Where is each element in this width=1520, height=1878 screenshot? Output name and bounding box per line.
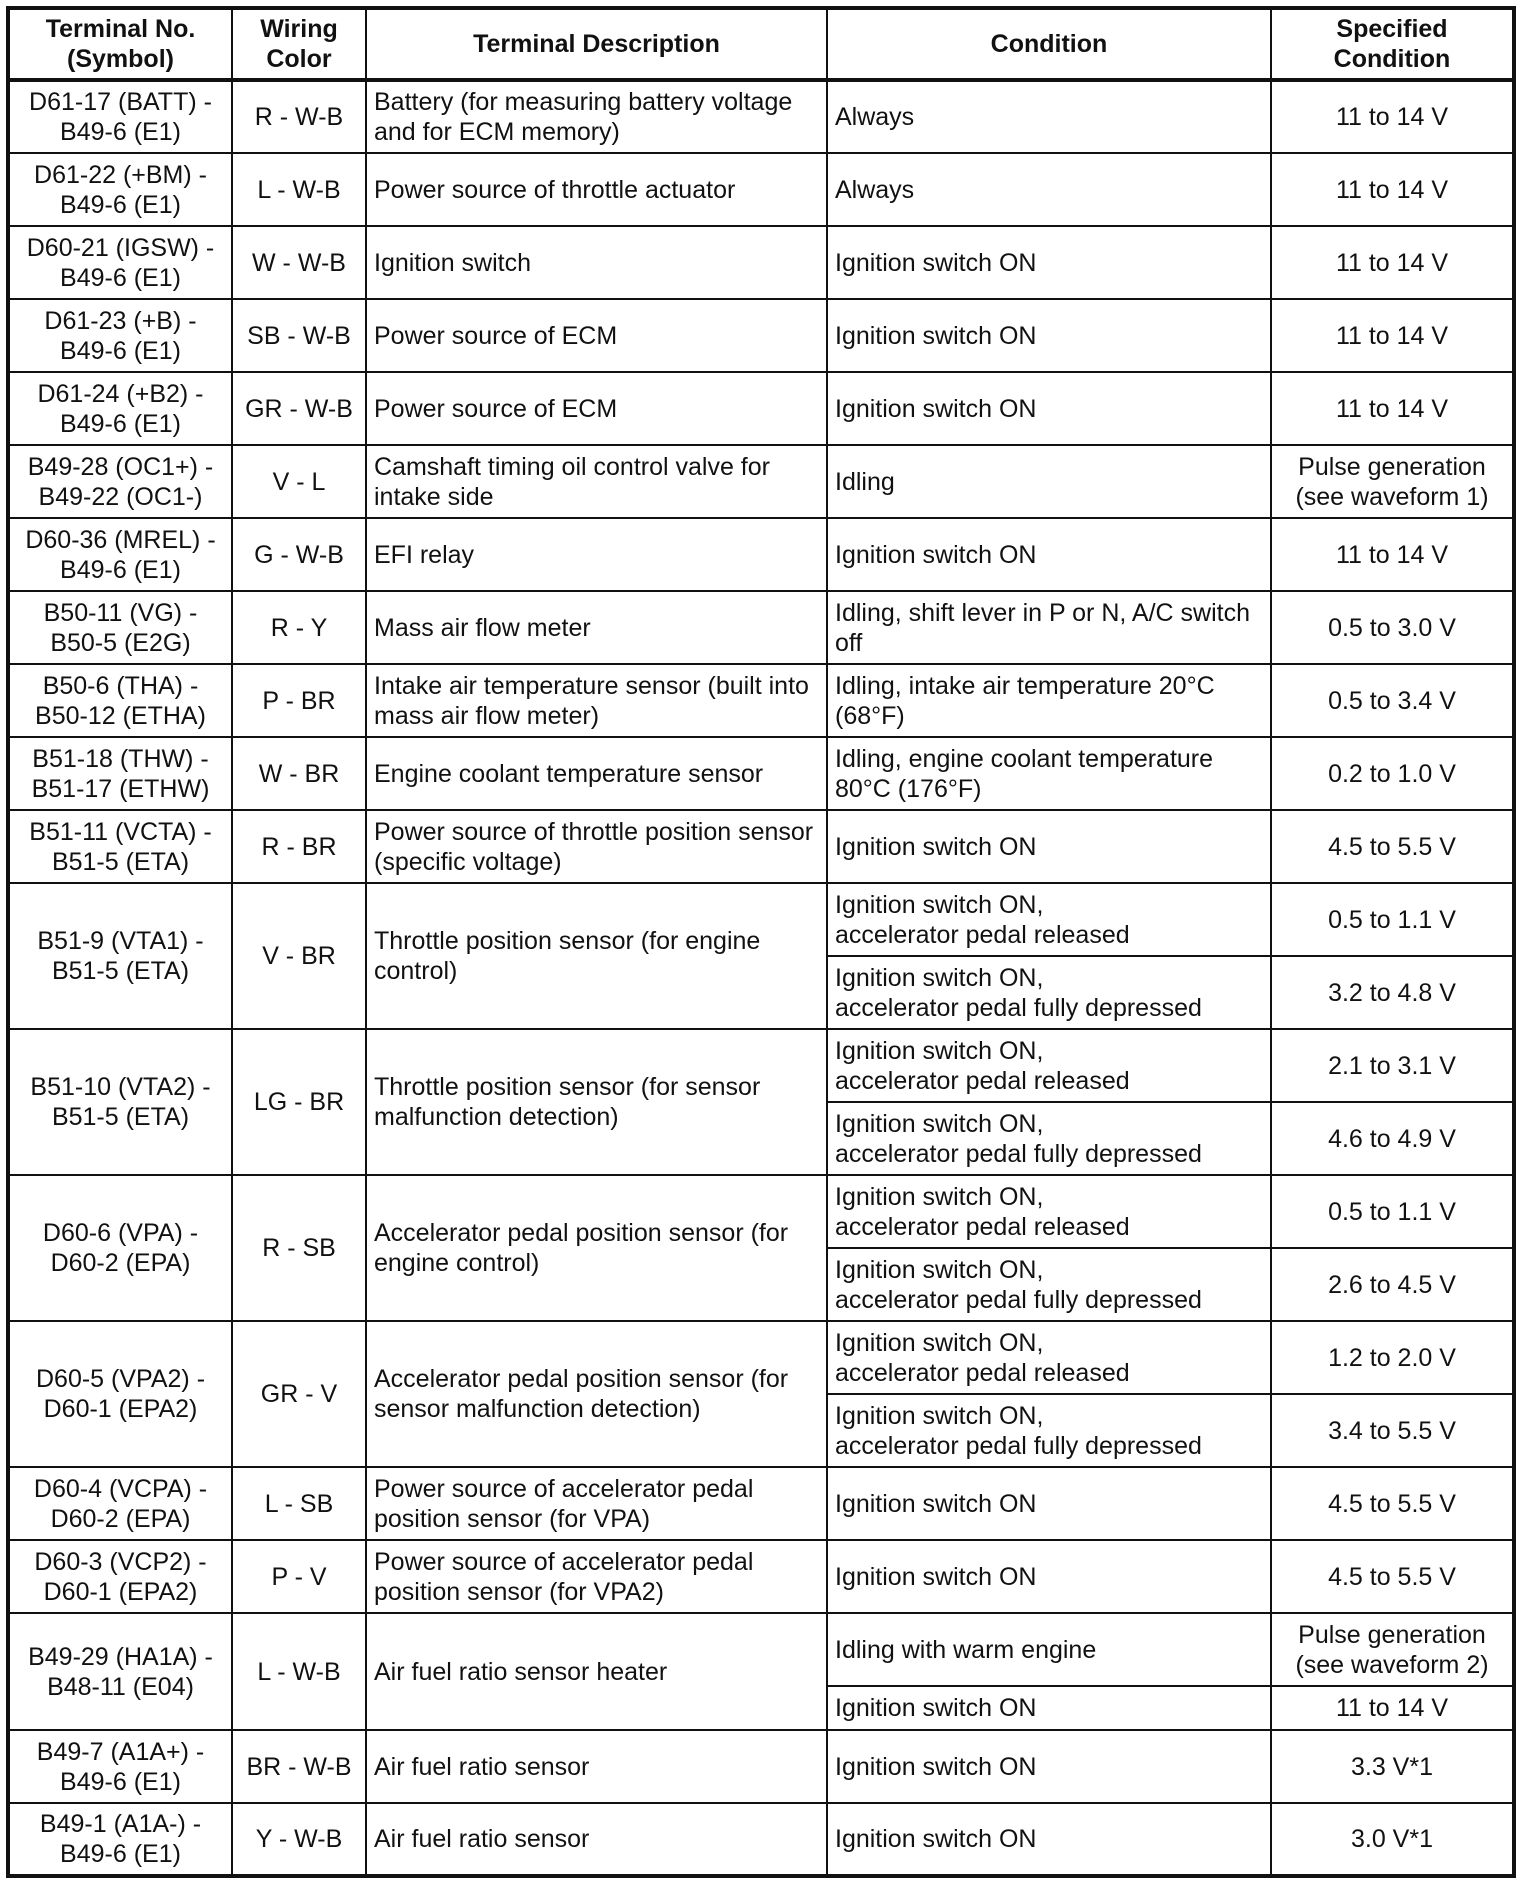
specified-condition-cell: 11 to 14 V [1271, 1686, 1514, 1730]
table-body [8, 80, 1514, 1876]
condition-cell: Ignition switch ON, accelerator pedal released [827, 1175, 1271, 1248]
wiring-color-cell: P - BR [232, 664, 366, 737]
terminal-description-cell: Intake air temperature sensor (built into mass air flow meter) [366, 664, 827, 737]
condition-cell: Ignition switch ON [827, 372, 1271, 445]
specified-condition-cell: 2.6 to 4.5 V [1271, 1248, 1514, 1321]
specified-condition-cell: 11 to 14 V [1271, 153, 1514, 226]
terminal-spec-table [6, 6, 1516, 1878]
specified-condition-cell: 11 to 14 V [1271, 80, 1514, 153]
specified-condition-cell: 11 to 14 V [1271, 372, 1514, 445]
condition-cell: Ignition switch ON [827, 226, 1271, 299]
specified-condition-cell: Pulse generation (see waveform 1) [1271, 445, 1514, 518]
condition-cell: Ignition switch ON [827, 1467, 1271, 1540]
terminal-cell: B51-10 (VTA2) - B51-5 (ETA) [8, 1029, 232, 1175]
terminal-cell: B51-9 (VTA1) - B51-5 (ETA) [8, 883, 232, 1029]
table-row [8, 737, 1514, 810]
wiring-color-cell: L - W-B [232, 1613, 366, 1730]
specified-condition-cell: 11 to 14 V [1271, 518, 1514, 591]
header-row [8, 8, 1514, 80]
terminal-cell: D60-3 (VCP2) - D60-1 (EPA2) [8, 1540, 232, 1613]
condition-cell: Ignition switch ON, accelerator pedal fully depressed [827, 1248, 1271, 1321]
terminal-description-cell: Battery (for measuring battery voltage and for ECM memory) [366, 80, 827, 153]
condition-cell: Ignition switch ON [827, 1540, 1271, 1613]
terminal-description-cell: Camshaft timing oil control valve for intake side [366, 445, 827, 518]
wiring-color-cell: L - SB [232, 1467, 366, 1540]
terminal-description-cell: Power source of throttle position sensor (specific voltage) [366, 810, 827, 883]
terminal-description-cell: Accelerator pedal position sensor (for engine control) [366, 1175, 827, 1321]
terminal-description-cell: Power source of accelerator pedal position sensor (for VPA) [366, 1467, 827, 1540]
terminal-description-cell: Air fuel ratio sensor [366, 1730, 827, 1803]
terminal-cell: D60-36 (MREL) - B49-6 (E1) [8, 518, 232, 591]
terminal-description-cell: Throttle position sensor (for sensor malfunction detection) [366, 1029, 827, 1175]
terminal-cell: D60-4 (VCPA) - D60-2 (EPA) [8, 1467, 232, 1540]
terminal-cell: D60-21 (IGSW) - B49-6 (E1) [8, 226, 232, 299]
wiring-color-cell: W - BR [232, 737, 366, 810]
table-row [8, 1467, 1514, 1540]
header-terminal: Terminal No. (Symbol) [8, 8, 232, 80]
terminal-description-cell: Engine coolant temperature sensor [366, 737, 827, 810]
header-condition: Condition [827, 8, 1271, 80]
terminal-description-cell: Power source of ECM [366, 299, 827, 372]
wiring-color-cell: L - W-B [232, 153, 366, 226]
wiring-color-cell: R - W-B [232, 80, 366, 153]
condition-cell: Ignition switch ON [827, 810, 1271, 883]
condition-cell: Always [827, 80, 1271, 153]
wiring-color-cell: W - W-B [232, 226, 366, 299]
specified-condition-cell: 0.5 to 1.1 V [1271, 1175, 1514, 1248]
wiring-color-cell: V - BR [232, 883, 366, 1029]
wiring-color-cell: GR - V [232, 1321, 366, 1467]
condition-cell: Ignition switch ON, accelerator pedal released [827, 883, 1271, 956]
table-row [8, 226, 1514, 299]
terminal-cell: B49-28 (OC1+) - B49-22 (OC1-) [8, 445, 232, 518]
header-specified-condition: Specified Condition [1271, 8, 1514, 80]
wiring-color-cell: V - L [232, 445, 366, 518]
specified-condition-cell: 0.5 to 1.1 V [1271, 883, 1514, 956]
terminal-description-cell: Power source of accelerator pedal position sensor (for VPA2) [366, 1540, 827, 1613]
wiring-color-cell: SB - W-B [232, 299, 366, 372]
terminal-cell: D60-5 (VPA2) - D60-1 (EPA2) [8, 1321, 232, 1467]
specified-condition-cell: 3.0 V*1 [1271, 1803, 1514, 1876]
specified-condition-cell: 0.5 to 3.4 V [1271, 664, 1514, 737]
specified-condition-cell: 11 to 14 V [1271, 226, 1514, 299]
terminal-cell: B49-1 (A1A-) - B49-6 (E1) [8, 1803, 232, 1876]
table-row [8, 80, 1514, 153]
table-row [8, 883, 1514, 956]
specified-condition-cell: 3.3 V*1 [1271, 1730, 1514, 1803]
condition-cell: Idling [827, 445, 1271, 518]
table-row [8, 372, 1514, 445]
table-row [8, 1029, 1514, 1102]
condition-cell: Ignition switch ON, accelerator pedal released [827, 1321, 1271, 1394]
table-row [8, 445, 1514, 518]
specified-condition-cell: 1.2 to 2.0 V [1271, 1321, 1514, 1394]
table-row [8, 153, 1514, 226]
condition-cell: Ignition switch ON [827, 299, 1271, 372]
table-row [8, 299, 1514, 372]
condition-cell: Idling, engine coolant temperature 80°C (176°F) [827, 737, 1271, 810]
wiring-color-cell: BR - W-B [232, 1730, 366, 1803]
terminal-cell: D61-17 (BATT) - B49-6 (E1) [8, 80, 232, 153]
terminal-cell: B49-7 (A1A+) - B49-6 (E1) [8, 1730, 232, 1803]
specified-condition-cell: 3.2 to 4.8 V [1271, 956, 1514, 1029]
condition-cell: Ignition switch ON, accelerator pedal fully depressed [827, 1102, 1271, 1175]
terminal-description-cell: Air fuel ratio sensor [366, 1803, 827, 1876]
wiring-color-cell: R - SB [232, 1175, 366, 1321]
table-row [8, 1730, 1514, 1803]
table-row [8, 591, 1514, 664]
condition-cell: Ignition switch ON [827, 518, 1271, 591]
terminal-description-cell: Mass air flow meter [366, 591, 827, 664]
condition-cell: Ignition switch ON [827, 1730, 1271, 1803]
condition-cell: Idling with warm engine [827, 1613, 1271, 1686]
terminal-cell: B50-11 (VG) - B50-5 (E2G) [8, 591, 232, 664]
terminal-description-cell: Power source of ECM [366, 372, 827, 445]
wiring-color-cell: P - V [232, 1540, 366, 1613]
specified-condition-cell: 11 to 14 V [1271, 299, 1514, 372]
table-row [8, 1540, 1514, 1613]
terminal-cell: B50-6 (THA) - B50-12 (ETHA) [8, 664, 232, 737]
wiring-color-cell: G - W-B [232, 518, 366, 591]
specified-condition-cell: Pulse generation (see waveform 2) [1271, 1613, 1514, 1686]
terminal-description-cell: Power source of throttle actuator [366, 153, 827, 226]
specified-condition-cell: 3.4 to 5.5 V [1271, 1394, 1514, 1467]
terminal-cell: D60-6 (VPA) - D60-2 (EPA) [8, 1175, 232, 1321]
wiring-color-cell: LG - BR [232, 1029, 366, 1175]
wiring-color-cell: Y - W-B [232, 1803, 366, 1876]
table-row [8, 1321, 1514, 1394]
specified-condition-cell: 0.5 to 3.0 V [1271, 591, 1514, 664]
wiring-color-cell: GR - W-B [232, 372, 366, 445]
table-row [8, 518, 1514, 591]
table-row [8, 664, 1514, 737]
header-terminal-description: Terminal Description [366, 8, 827, 80]
condition-cell: Ignition switch ON [827, 1803, 1271, 1876]
specified-condition-cell: 2.1 to 3.1 V [1271, 1029, 1514, 1102]
condition-cell: Ignition switch ON, accelerator pedal fully depressed [827, 956, 1271, 1029]
terminal-description-cell: Air fuel ratio sensor heater [366, 1613, 827, 1730]
terminal-description-cell: Throttle position sensor (for engine control) [366, 883, 827, 1029]
terminal-cell: B51-18 (THW) - B51-17 (ETHW) [8, 737, 232, 810]
terminal-description-cell: Accelerator pedal position sensor (for sensor malfunction detection) [366, 1321, 827, 1467]
table-row [8, 1803, 1514, 1876]
terminal-cell: B51-11 (VCTA) - B51-5 (ETA) [8, 810, 232, 883]
terminal-description-cell: Ignition switch [366, 226, 827, 299]
specified-condition-cell: 4.5 to 5.5 V [1271, 1467, 1514, 1540]
terminal-cell: D61-24 (+B2) - B49-6 (E1) [8, 372, 232, 445]
header-wiring-color: Wiring Color [232, 8, 366, 80]
terminal-cell: D61-23 (+B) - B49-6 (E1) [8, 299, 232, 372]
table-row [8, 1175, 1514, 1248]
wiring-color-cell: R - BR [232, 810, 366, 883]
terminal-cell: D61-22 (+BM) - B49-6 (E1) [8, 153, 232, 226]
condition-cell: Always [827, 153, 1271, 226]
condition-cell: Idling, intake air temperature 20°C (68°F) [827, 664, 1271, 737]
terminal-description-cell: EFI relay [366, 518, 827, 591]
wiring-color-cell: R - Y [232, 591, 366, 664]
condition-cell: Idling, shift lever in P or N, A/C switch off [827, 591, 1271, 664]
condition-cell: Ignition switch ON, accelerator pedal fully depressed [827, 1394, 1271, 1467]
terminal-cell: B49-29 (HA1A) - B48-11 (E04) [8, 1613, 232, 1730]
specified-condition-cell: 0.2 to 1.0 V [1271, 737, 1514, 810]
condition-cell: Ignition switch ON, accelerator pedal released [827, 1029, 1271, 1102]
specified-condition-cell: 4.5 to 5.5 V [1271, 1540, 1514, 1613]
condition-cell: Ignition switch ON [827, 1686, 1271, 1730]
table-row [8, 810, 1514, 883]
specified-condition-cell: 4.6 to 4.9 V [1271, 1102, 1514, 1175]
specified-condition-cell: 4.5 to 5.5 V [1271, 810, 1514, 883]
table-row [8, 1613, 1514, 1686]
